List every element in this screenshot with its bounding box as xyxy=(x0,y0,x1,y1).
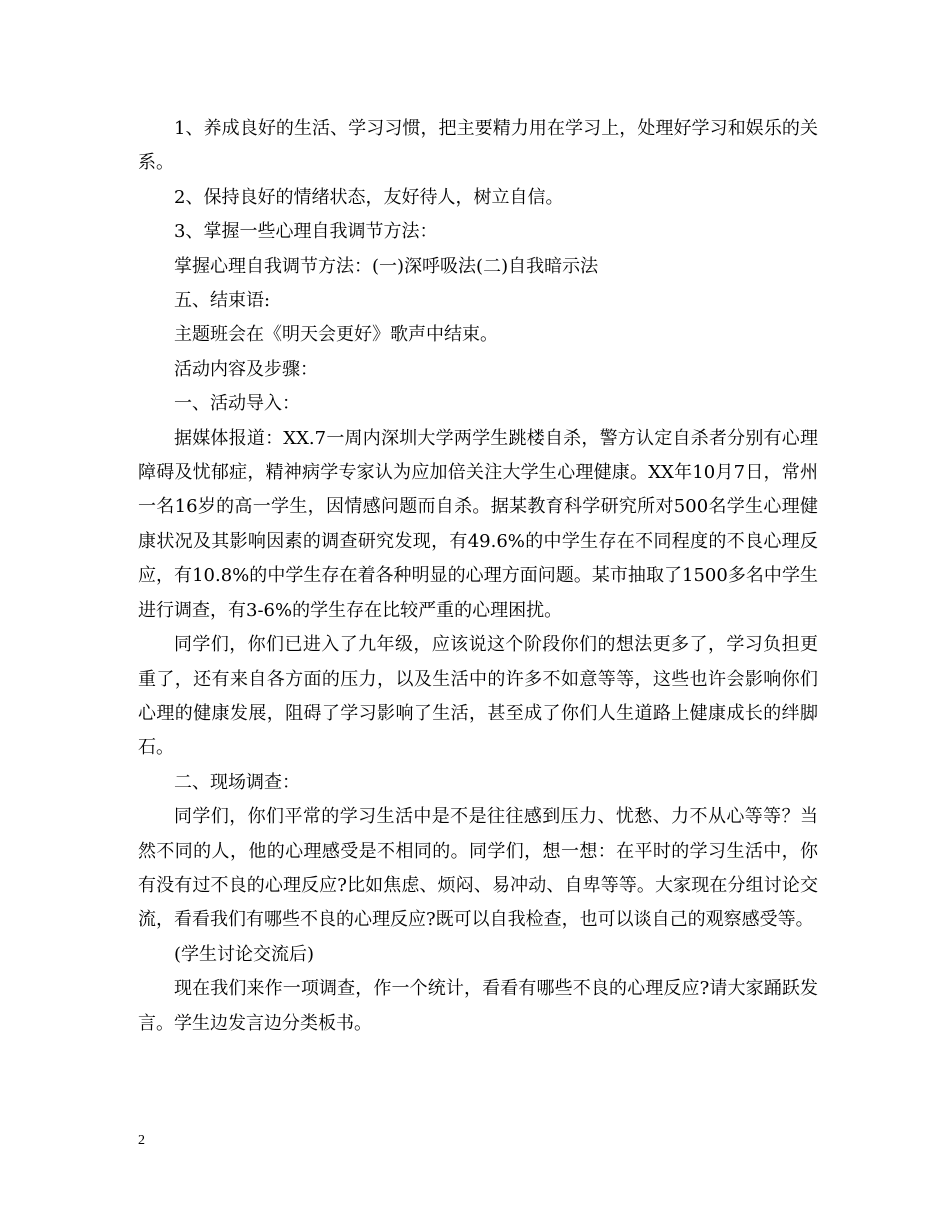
heading-closing: 五、结束语: xyxy=(174,290,271,312)
paragraph-after-discussion: (学生讨论交流后) xyxy=(174,943,315,965)
page-number: 2 xyxy=(138,1133,145,1148)
paragraph-habits: 1、养成良好的生活、学习习惯，把主要精力用在学习上，处理好学习和娱乐的关系。 xyxy=(138,118,818,174)
paragraph-self-regulation: 3、掌握一些心理自我调节方法： xyxy=(174,221,438,243)
paragraph-survey-discussion: 同学们，你们平常的学习生活中是不是往往感到压力、忧愁、力不从心等等？当然不同的人，他的心理感受是不相同的。同学们，想一想：在平时的学习生活中，你有没有过不良的心理反应?比如焦虑、烦闷、易冲动、自卑等等。大家现在分组讨论交流，看看我们有哪些不良的心理反应?既可以自我检查，也可以谈自己的观察感受等。 xyxy=(138,806,818,931)
paragraph-statistics: 现在我们来作一项调查，作一个统计，看看有哪些不良的心理反应?请大家踊跃发言。学生边发言边分类板书。 xyxy=(138,978,818,1034)
paragraph-closing-song: 主题班会在《明天会更好》歌声中结束。 xyxy=(174,324,498,346)
heading-survey: 二、现场调查： xyxy=(174,771,300,793)
heading-activity-steps: 活动内容及步骤： xyxy=(174,358,318,380)
paragraph-emotions: 2、保持良好的情绪状态，友好待人，树立自信。 xyxy=(174,186,564,208)
document-body xyxy=(138,112,818,1041)
heading-activity-intro: 一、活动导入： xyxy=(174,393,300,415)
paragraph-ninth-grade: 同学们，你们已进入了九年级，应该说这个阶段你们的想法更多了，学习负担更重了，还有来自各方面的压力，以及生活中的许多不如意等等，这些也许会影响你们心理的健康发展，阻碍了学习影响了生活，甚至成了你们人生道路上健康成长的绊脚石。 xyxy=(138,634,818,759)
paragraph-media-report: 据媒体报道：XX.7一周内深圳大学两学生跳楼自杀，警方认定自杀者分别有心理障碍及忧郁症，精神病学专家认为应加倍关注大学生心理健康。XX年10月7日，常州一名16岁的高一学生，因情感问题而自杀。据某教育科学研究所对500名学生心理健康状况及其影响因素的调查研究发现，有49.6%的中学生存在不同程度的不良心理反应，有10.8%的中学生存在着各种明显的心理方面问题。某市抽取了1500多名中学生进行调查，有3-6%的学生存在比较严重的心理困扰。 xyxy=(138,427,818,621)
paragraph-regulation-methods: 掌握心理自我调节方法：(一)深呼吸法(二)自我暗示法 xyxy=(174,255,599,277)
